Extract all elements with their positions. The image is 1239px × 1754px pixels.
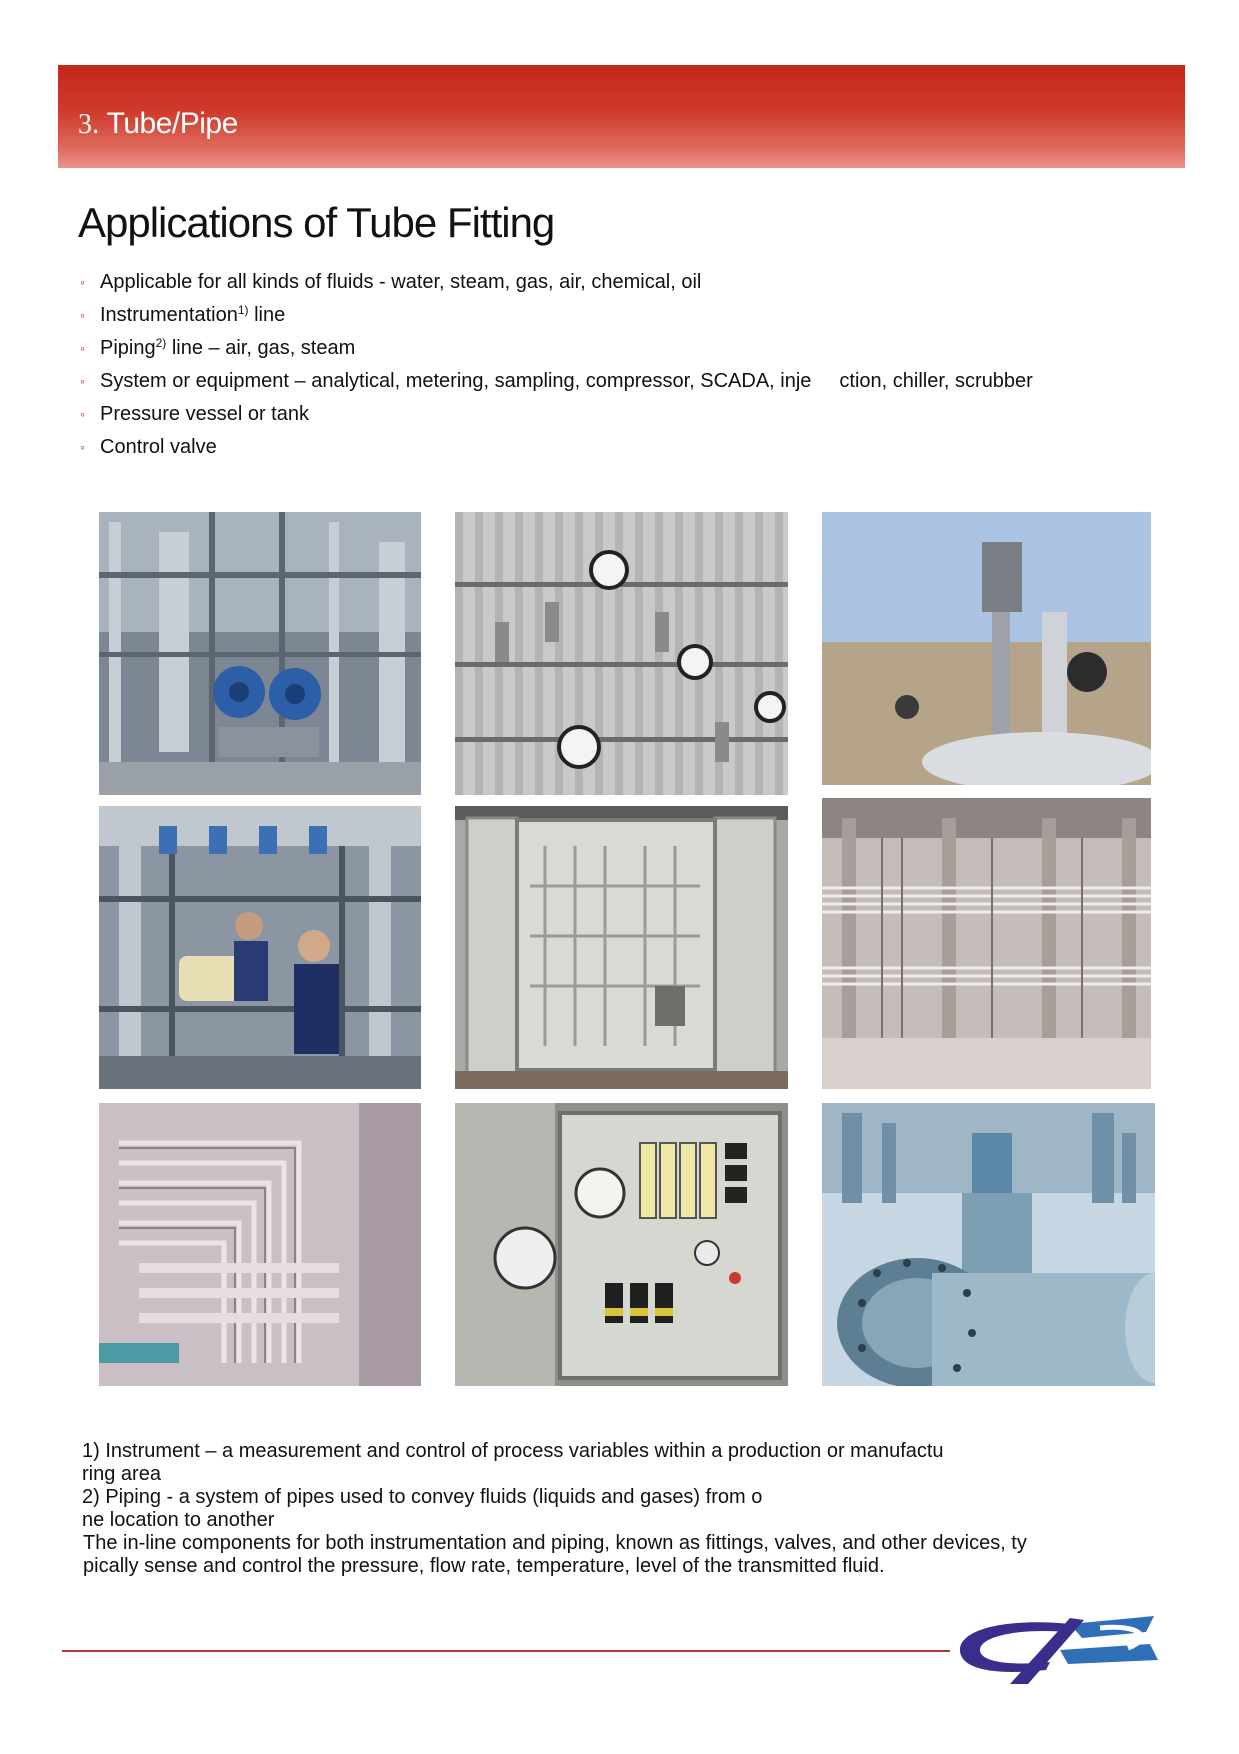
instrument-panel-photo	[455, 512, 788, 795]
summary-line-1: The in-line components for both instrumentation and piping, known as fittings, valves, and other devices, ty	[83, 1532, 1027, 1554]
bullet-marker: ◦	[80, 340, 85, 356]
process-skid-photo	[99, 512, 421, 795]
analyzer-cabinet-photo	[455, 1103, 788, 1386]
page-title: Applications of Tube Fitting	[78, 199, 555, 246]
list-item	[80, 270, 1140, 303]
bullet-text: Piping	[100, 337, 156, 359]
applications-list	[80, 270, 1140, 468]
footnote-1-continued: ring area	[82, 1463, 161, 1485]
bullet-text-after: line	[248, 304, 286, 326]
workers-at-skid-photo	[99, 806, 421, 1089]
section-number: 3	[78, 109, 92, 140]
bullet-text-after: line – air, gas, steam	[166, 337, 356, 359]
bullet-marker: ◦	[80, 274, 85, 290]
svg-text:&: &	[1008, 1634, 1026, 1659]
summary-line-2: pically sense and control the pressure, flow rate, temperature, level of the transmitted fluid.	[83, 1555, 885, 1577]
list-item	[80, 402, 1140, 435]
bullet-text: Pressure vessel or tank	[100, 403, 309, 425]
list-item	[80, 435, 1140, 468]
bullet-text: Instrumentation	[100, 304, 238, 326]
bullet-marker: ◦	[80, 373, 85, 389]
list-item	[80, 303, 1140, 336]
tube-bundle-photo	[99, 1103, 421, 1386]
footnote-2: 2) Piping - a system of pipes used to convey fluids (liquids and gases) from o	[82, 1486, 763, 1508]
company-logo	[950, 1598, 1164, 1686]
section-title-text: . Tube/Pipe	[91, 107, 238, 140]
section-title	[78, 107, 238, 141]
bullet-text: Applicable for all kinds of fluids - water, steam, gas, air, chemical, oil	[100, 271, 702, 293]
bullet-text: System or equipment – analytical, metering, sampling, compressor, SCADA, inje	[100, 370, 812, 392]
bullet-marker: ◦	[80, 307, 85, 323]
outdoor-wellhead-photo	[822, 512, 1151, 785]
section-header-band	[58, 65, 1185, 168]
bullet-text-after: ction, chiller, scrubber	[839, 370, 1033, 392]
open-cabinet-photo	[455, 806, 788, 1089]
bullet-text: Control valve	[100, 436, 217, 458]
list-item	[80, 369, 1140, 402]
footnote-ref: 2)	[155, 336, 167, 350]
footer-divider	[62, 1650, 950, 1652]
list-item	[80, 336, 1140, 369]
blue-valve-photo	[822, 1103, 1155, 1386]
footnote-1: 1) Instrument – a measurement and control of process variables within a production or manufactu	[82, 1440, 944, 1462]
footnotes	[82, 1440, 1082, 1578]
footnote-ref: 1)	[237, 303, 249, 317]
bullet-marker: ◦	[80, 439, 85, 455]
pipe-rack-photo	[822, 798, 1151, 1089]
bullet-marker: ◦	[80, 406, 85, 422]
footnote-2-continued: ne location to another	[82, 1509, 275, 1531]
